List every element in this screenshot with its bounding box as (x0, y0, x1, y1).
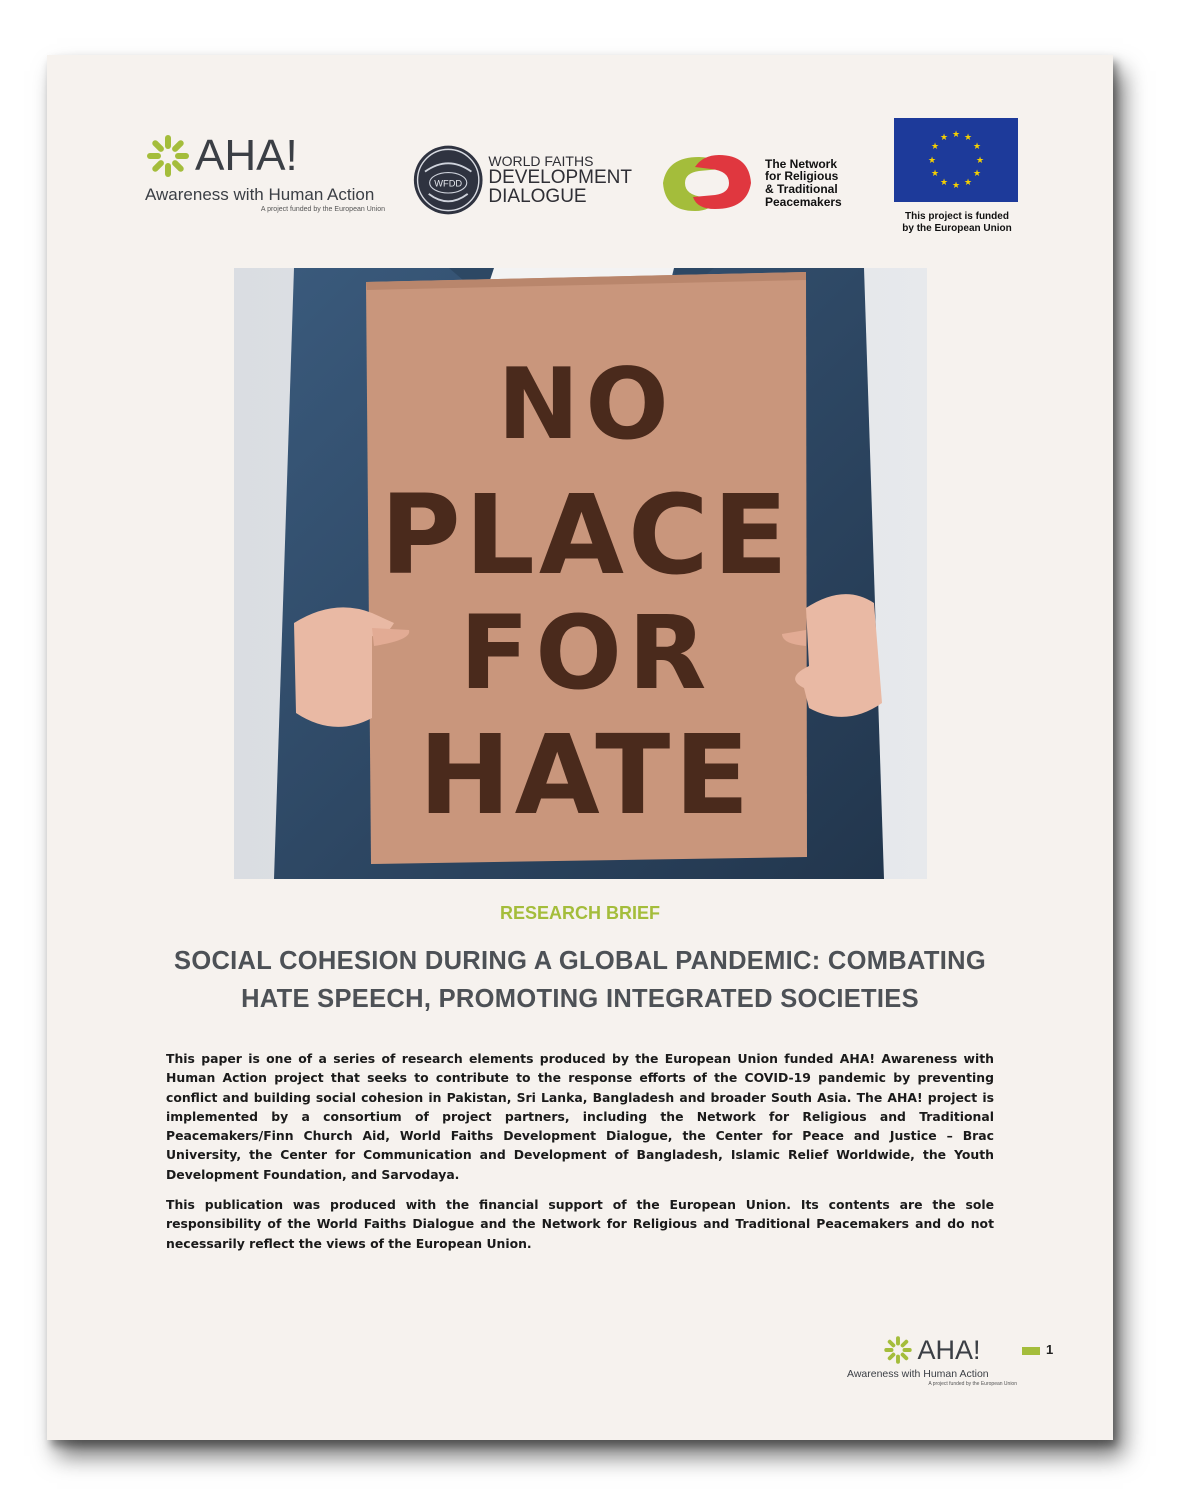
svg-text:★: ★ (972, 169, 982, 179)
page-number: 1 (1046, 1342, 1054, 1357)
aha-logo-tagline: Awareness with Human Action (145, 185, 375, 204)
svg-text:★: ★ (975, 156, 985, 166)
wfdd-globe-icon (412, 141, 484, 219)
aha-footer-logo (847, 1335, 1017, 1387)
aha-footer-funding-note: A project funded by the European Union (928, 1381, 1017, 1387)
network-line-4: Peacemakers (765, 194, 842, 209)
svg-text:★: ★ (939, 178, 949, 188)
document-title (127, 942, 1033, 1018)
body-paragraph-2: This publication was produced with the financial support of the European Union. Its contents are the sole responsibility of the World Faiths Dialogue and the Network for Religious and Traditional Peacemakers and do not necessarily reflect the views of the European Union. (166, 1197, 994, 1251)
peacemakers-network-logo (659, 148, 869, 218)
svg-text:★: ★ (951, 181, 961, 191)
network-line-1: The Network (765, 156, 838, 171)
sign-line-4: HATE (418, 711, 754, 839)
sign-line-2: PLACE (380, 471, 792, 599)
aha-footer-tagline: Awareness with Human Action (847, 1368, 989, 1380)
network-line-2: for Religious (765, 169, 839, 184)
document-body (166, 1049, 994, 1264)
document-page (47, 55, 1113, 1440)
eu-caption-line-2: by the European Union (902, 222, 1012, 234)
aha-footer-name: AHA! (917, 1334, 981, 1365)
aha-logo (145, 133, 385, 231)
title-line-1: SOCIAL COHESION DURING A GLOBAL PANDEMIC: COMBATING (174, 947, 986, 975)
aha-flower-icon (145, 133, 191, 179)
wfdd-line-3: DIALOGUE (488, 186, 587, 207)
svg-text:★: ★ (939, 133, 949, 143)
page-number-marker (1022, 1347, 1040, 1355)
sign-line-1: NO (497, 348, 675, 462)
svg-text:★: ★ (963, 178, 973, 188)
svg-text:★: ★ (963, 133, 973, 143)
eu-flag-icon (894, 118, 1018, 202)
eu-funding-caption (894, 211, 1020, 234)
aha-flower-icon (883, 1335, 913, 1365)
svg-text:★: ★ (930, 169, 940, 179)
wfdd-line-2: DEVELOPMENT (488, 167, 632, 188)
cardboard-sign (366, 272, 807, 864)
wfdd-logo (412, 140, 632, 220)
svg-text:★: ★ (951, 130, 961, 140)
svg-text:★: ★ (930, 142, 940, 152)
svg-text:★: ★ (927, 156, 937, 166)
body-paragraph-1: This paper is one of a series of research elements produced by the European Union funded AHA! Awareness with Human Action project that seeks to contribute to the response efforts of the COVID-19 pandemic by preventing conflict and building social cohesion in Pakistan, Sri Lanka, Bangladesh and broader South Asia. The AHA! project is implemented by a consortium of project partners, including the Network for Religious and Traditional Peacemakers/Finn Church Aid, World Faiths Development Dialogue, the Center for Peace and Justice – Brac University, the Center for Communication and Development of Bangladesh, Islamic Relief Worldwide, the Youth Development Foundation, and Sarvodaya. (166, 1051, 994, 1182)
eu-caption-line-1: This project is funded (905, 211, 1009, 222)
clasped-hands-icon (659, 151, 755, 215)
aha-logo-funding-note: A project funded by the European Union (260, 206, 385, 213)
svg-text:★: ★ (972, 142, 982, 152)
cover-photo (234, 268, 927, 879)
wfdd-badge-text: WFDD (434, 178, 463, 189)
aha-logo-name: AHA! (195, 131, 298, 180)
network-line-3: & Traditional (765, 182, 838, 196)
sign-line-3: FOR (459, 594, 713, 713)
eu-logo (894, 118, 1020, 234)
document-type-label: RESEARCH BRIEF (499, 903, 660, 923)
title-line-2: HATE SPEECH, PROMOTING INTEGRATED SOCIETIES (241, 985, 919, 1013)
wfdd-line-1: WORLD FAITHS (488, 153, 594, 169)
